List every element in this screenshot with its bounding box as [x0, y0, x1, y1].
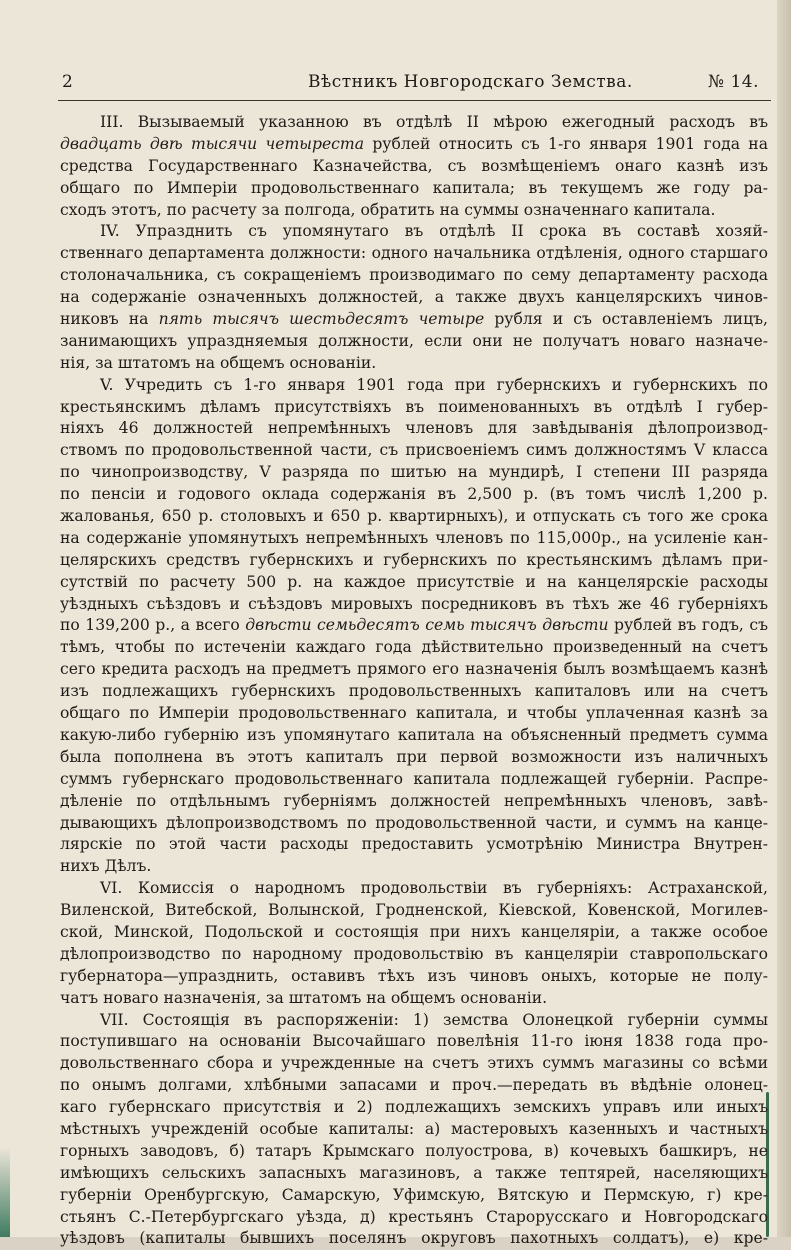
text-run: была пополнена въ этотъ капиталъ при первой возможности изъ наличныхъ — [60, 747, 768, 766]
page-number: 2 — [62, 72, 74, 92]
text-line — [60, 287, 768, 309]
text-run: нихъ Дѣлъ. — [60, 857, 152, 876]
text-run: целярскихъ средствъ губернскихъ и губернскихъ по крестьянскимъ дѣламъ при- — [60, 550, 768, 569]
text-run: сутствій по расчету 500 р. на каждое присутствіе и на канцелярскіе расходы — [60, 572, 768, 591]
text-run: суммъ губернскаго продовольственнаго капитала подлежащей губерніи. Распре- — [60, 769, 768, 788]
text-line — [60, 725, 768, 747]
text-line — [60, 440, 768, 462]
text-line — [60, 703, 768, 725]
text-run: рублей въ годъ, съ — [608, 616, 768, 635]
text-run: общаго по Имперіи продовольственнаго капитала, и чтобы уплаченная казнѣ за — [60, 704, 768, 723]
page-edge — [777, 0, 791, 1237]
text-line — [60, 834, 768, 856]
text-run: чатъ новаго назначенія, за штатомъ на общемъ основаніи. — [60, 988, 548, 1007]
text-run: крестьянскимъ дѣламъ присутствіяхъ въ поименованныхъ въ отдѣлѣ I губер- — [60, 397, 768, 416]
text-run: губернатора—упразднить, оставивъ тѣхъ изъ чиновъ оныхъ, которые не полу- — [60, 966, 768, 985]
text-line — [60, 550, 768, 572]
text-line — [60, 1053, 768, 1075]
text-run: ственнаго департамента должности: одного начальника отдѣленія, одного старшаго — [60, 244, 768, 263]
text-line — [60, 966, 768, 988]
text-run: VI. Комиссія о народномъ продовольствіи въ губерніяхъ: Астраханской, — [100, 879, 768, 898]
text-run: ніяхъ 46 должностей непремѣнныхъ членовъ для завѣдыванія дѣлопроизвод- — [60, 419, 768, 438]
text-line — [60, 659, 768, 681]
text-line — [60, 1141, 768, 1163]
text-run: имѣющихъ сельскихъ запасныхъ магазиновъ, а также тептярей, населяющихъ — [60, 1163, 768, 1182]
text-run: V. Учредить съ 1-го января 1901 года при губернскихъ и губернскихъ по — [100, 375, 768, 394]
article-body — [60, 112, 768, 1250]
text-run: столоначальника, съ сокращеніемъ производимаго по сему департаменту расхода — [60, 266, 768, 285]
journal-title: Вѣстникъ Новгородскаго Земства. — [308, 72, 633, 92]
text-line — [60, 1228, 768, 1250]
text-line — [60, 747, 768, 769]
text-line — [60, 418, 768, 440]
text-line — [60, 331, 768, 353]
text-run: Виленской, Витебской, Волынской, Гродненской, Кіевской, Ковенской, Могилев- — [60, 901, 768, 920]
text-run: дывающихъ дѣлопроизводствомъ по продовольственной части, и суммъ на канце- — [60, 813, 768, 832]
text-run: ствомъ по продовольственной части, съ присвоеніемъ симъ должностямъ V класса — [60, 441, 768, 460]
text-line — [60, 484, 768, 506]
text-line — [60, 112, 768, 134]
text-line — [60, 594, 768, 616]
page-corner-shadow — [0, 1147, 10, 1237]
text-line — [60, 856, 768, 878]
text-line — [60, 1207, 768, 1229]
text-run: горныхъ заводовъ, б) татаръ Крымскаго полуострова, в) кочевыхъ башкиръ, не — [60, 1141, 768, 1160]
text-line — [60, 506, 768, 528]
text-line — [60, 156, 768, 178]
text-line — [60, 900, 768, 922]
text-line — [60, 572, 768, 594]
text-line — [60, 1185, 768, 1207]
text-run: уѣздовъ (капиталы бывшихъ поселянъ округовъ пахотныхъ солдатъ), е) кре- — [60, 1229, 768, 1248]
text-run: губерніи Оренбургскую, Самарскую, Уфимскую, Вятскую и Пермскую, г) кре- — [60, 1185, 768, 1204]
text-line — [60, 462, 768, 484]
text-run: уѣздныхъ съѣздовъ и съѣздовъ мировыхъ посредниковъ въ тѣхъ же 46 губерніяхъ — [60, 594, 768, 613]
text-run: поступившаго на основаніи Высочайшаго повелѣнія 11-го іюня 1838 года про- — [60, 1032, 768, 1051]
text-line — [60, 221, 768, 243]
text-run: никовъ на — [60, 310, 159, 329]
text-line — [60, 1119, 768, 1141]
text-line — [60, 769, 768, 791]
text-run: ской, Минской, Подольской и состоящія при нихъ канцеляріи, а также особое — [60, 922, 768, 941]
text-run: по чинопроизводству, V разряда по шитью на мундирѣ, I степени III разряда — [60, 463, 768, 482]
text-run: по онымъ долгами, хлѣбными запасами и проч.—передать въ вѣдѣніе олонец- — [60, 1076, 768, 1095]
text-run: на содержаніе означенныхъ должностей, а также двухъ канцелярскихъ чинов- — [60, 288, 768, 307]
text-run: мѣстныхъ учрежденій особые капиталы: а) мастеровыхъ казенныхъ и частныхъ — [60, 1119, 768, 1138]
text-run: рубля и съ оставленіемъ лицъ, — [484, 310, 768, 329]
text-run: занимающихъ упраздняемыя должности, если они не получатъ новаго назначе- — [60, 331, 768, 350]
italic-amount: пять тысячъ шестьдесятъ четыре — [158, 310, 485, 329]
text-line — [60, 1163, 768, 1185]
issue-number: № 14. — [707, 72, 759, 92]
text-run: по пенсіи и годового оклада содержанія въ 2,500 р. (въ томъ числѣ 1,200 р. — [60, 485, 768, 504]
running-header — [60, 62, 767, 96]
text-line — [60, 637, 768, 659]
text-line — [60, 309, 768, 331]
italic-amount: двадцать двѣ тысячи четыреста — [60, 134, 364, 153]
text-run: изъ подлежащихъ губернскихъ продовольственныхъ капиталовъ или на счетъ — [60, 682, 768, 701]
text-run: тѣмъ, чтобы по истеченіи каждаго года дѣйствительно произведенный на счетъ — [60, 638, 768, 657]
text-line — [60, 178, 768, 200]
text-line — [60, 1031, 768, 1053]
text-line — [60, 813, 768, 835]
text-line — [60, 200, 768, 222]
text-run: каго губернскаго присутствія и 2) подлежащихъ земскихъ управъ или иныхъ — [60, 1098, 768, 1117]
text-run: IV. Упразднить съ упомянутаго въ отдѣлѣ II срока въ составѣ хозяй- — [100, 222, 768, 241]
text-run: дѣлопроизводство по народному продовольствію въ канцеляріи ставропольскаго — [60, 944, 768, 963]
text-line — [60, 988, 768, 1010]
text-line — [60, 681, 768, 703]
text-line — [60, 1010, 768, 1032]
text-line — [60, 353, 768, 375]
text-run: стьянъ С.-Петербургскаго уѣзда, д) крестьянъ Старорусскаго и Новгородскаго — [60, 1207, 768, 1226]
text-run: сего кредита расходъ на предметъ прямого его назначенія былъ возмѣщаемъ казнѣ — [60, 660, 768, 679]
text-line — [60, 944, 768, 966]
text-line — [60, 397, 768, 419]
text-line — [60, 375, 768, 397]
text-run: лярскіе по этой части расходы предоставить усмотрѣнію Министра Внутрен- — [60, 835, 768, 854]
italic-amount: двѣсти семьдесятъ семь тысячъ двѣсти — [245, 616, 609, 635]
text-line — [60, 922, 768, 944]
text-run: нія, за штатомъ на общемъ основаніи. — [60, 353, 377, 372]
text-run: рублей относить съ 1-го января 1901 года на — [364, 134, 768, 153]
text-line — [60, 243, 768, 265]
text-run: сходъ этотъ, по расчету за полгода, обратить на суммы означеннаго капитала. — [60, 200, 716, 219]
text-line — [60, 878, 768, 900]
text-line — [60, 1097, 768, 1119]
text-line — [60, 615, 768, 637]
text-line — [60, 265, 768, 287]
text-run: общаго по Имперіи продовольственнаго капитала; въ текущемъ же году ра- — [60, 178, 768, 197]
text-run: средства Государственнаго Казначейства, съ возмѣщеніемъ онаго казнѣ изъ — [60, 156, 768, 175]
text-line — [60, 1075, 768, 1097]
header-rule — [58, 100, 771, 101]
text-line — [60, 791, 768, 813]
text-run: VII. Состоящія въ распоряженіи: 1) земства Олонецкой губерніи суммы — [100, 1010, 768, 1029]
text-run: дѣленіе по отдѣльнымъ губерніямъ должностей непремѣнныхъ членовъ, завѣ- — [60, 791, 768, 810]
text-line — [60, 528, 768, 550]
text-run: III. Вызываемый указанною въ отдѣлѣ II мѣрою ежегодный расходъ въ — [100, 113, 768, 131]
text-run: по 139,200 р., а всего — [60, 616, 246, 635]
text-run: какую-либо губернію изъ упомянутаго капитала на объясненный предметъ сумма — [60, 725, 768, 744]
text-line — [60, 134, 768, 156]
text-run: жалованья, 650 р. столовыхъ и 650 р. квартирныхъ), и отпускать съ того же срока — [60, 507, 768, 526]
text-run: довольственнаго сбора и учрежденные на счетъ этихъ суммъ магазины со всѣми — [60, 1054, 768, 1073]
text-run: на содержаніе упомянутыхъ непремѣнныхъ членовъ по 115,000р., на усиленіе кан- — [60, 528, 768, 547]
